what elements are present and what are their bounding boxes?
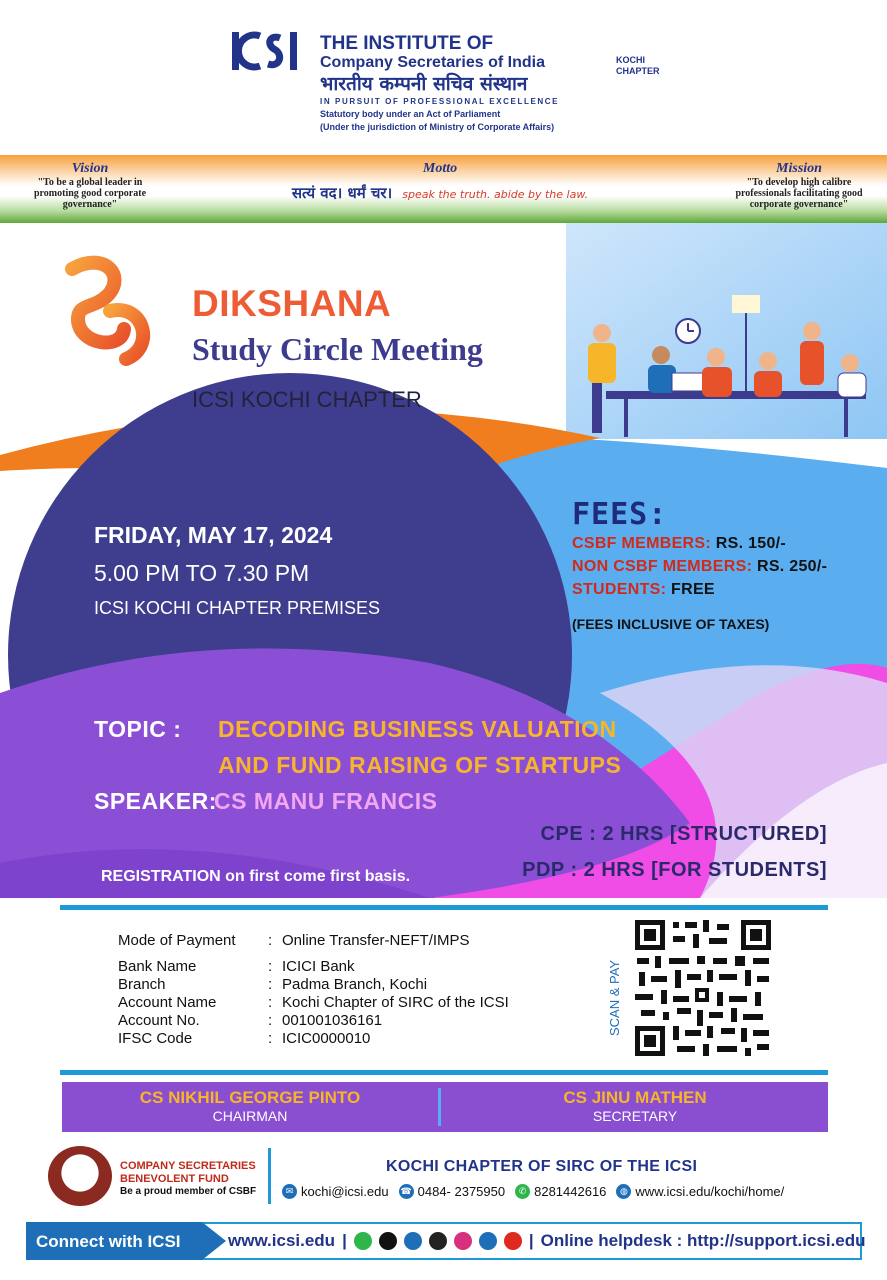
officer-role: CHAIRMAN <box>212 1108 288 1124</box>
cpe-hours: CPE : 2 HRS [STRUCTURED] <box>540 823 827 845</box>
whatsapp-icon: ✆ <box>515 1184 530 1199</box>
payment-row <box>118 1012 509 1030</box>
phone-text: 0484- 2375950 <box>417 1184 506 1199</box>
header <box>0 0 887 155</box>
payment-separator: : <box>268 958 273 975</box>
connect-label: Connect with ICSI <box>36 1232 181 1251</box>
jurisdiction-text: (Under the jurisdiction of Ministry of Corporate Affairs) <box>320 122 555 132</box>
institute-name-hindi: भारतीय कम्पनी सचिव संस्थान <box>320 73 528 95</box>
fees-value: RS. 150/- <box>715 535 787 552</box>
vision-block <box>28 161 152 210</box>
payment-key: Bank Name <box>118 958 197 975</box>
pdp-hours: PDP : 2 HRS [FOR STUDENTS] <box>522 859 827 881</box>
payment-separator: : <box>268 994 273 1011</box>
institute-tagline: IN PURSUIT OF PROFESSIONAL EXCELLENCE <box>320 97 560 106</box>
contact-row <box>282 1184 784 1199</box>
icsi-logo <box>232 30 298 72</box>
payment-row <box>118 1030 509 1048</box>
scan-and-pay-text: SCAN & PAY <box>607 959 622 1036</box>
dikshana-logo <box>64 255 156 367</box>
scan-and-pay-label <box>604 940 624 1040</box>
csbf-logo <box>48 1146 112 1206</box>
csbf-block <box>120 1160 256 1197</box>
event-hero <box>0 223 887 898</box>
motto-label: Motto <box>422 161 458 176</box>
officers-bar <box>62 1082 828 1132</box>
threads-icon[interactable] <box>429 1232 447 1250</box>
fees-label: NON CSBF MEMBERS: <box>572 558 753 575</box>
instagram-icon[interactable] <box>454 1232 472 1250</box>
payment-details <box>118 932 509 1048</box>
payment-key: IFSC Code <box>118 1030 193 1047</box>
payment-separator: : <box>268 1030 273 1047</box>
connect-links <box>228 1231 866 1251</box>
speaker-name: CS MANU FRANCIS <box>214 788 438 814</box>
vision-label: Vision <box>71 161 109 176</box>
whatsapp-text: 8281442616 <box>534 1184 607 1199</box>
globe-icon: ◍ <box>616 1184 631 1199</box>
statutory-text: Statutory body under an Act of Parliament <box>320 109 501 119</box>
website-contact[interactable] <box>616 1184 784 1199</box>
fees-label: CSBF MEMBERS: <box>572 535 712 552</box>
vision-motto-mission-strip <box>0 155 887 223</box>
payment-key: Account No. <box>118 1012 200 1029</box>
separator: | <box>528 1231 534 1250</box>
whatsapp-contact[interactable] <box>515 1184 606 1199</box>
fees-row <box>572 555 872 578</box>
payment-value: ICIC0000010 <box>282 1030 371 1047</box>
whatsapp-social-icon[interactable] <box>354 1232 372 1250</box>
officer-secretary <box>442 1088 828 1124</box>
payment-value: Online Transfer-NEFT/IMPS <box>282 932 470 949</box>
separator: | <box>342 1231 347 1250</box>
mission-text: "To develop high calibre professionals facilitating good corporate governance" <box>735 177 863 210</box>
institute-name-line1: THE INSTITUTE OF <box>320 33 494 54</box>
topic-label: TOPIC : <box>94 716 182 742</box>
email-icon: ✉ <box>282 1184 297 1199</box>
payment-row <box>118 976 509 994</box>
helpdesk-link[interactable]: Online helpdesk : http://support.icsi.edu <box>540 1231 866 1250</box>
fees-row <box>572 578 872 601</box>
chapter-label-line2: CHAPTER <box>616 66 660 76</box>
event-brand: DIKSHANA <box>192 283 392 324</box>
icsi-site-link[interactable]: www.icsi.edu <box>228 1231 336 1250</box>
csbf-line2: BENEVOLENT FUND <box>120 1173 229 1185</box>
website-text: www.icsi.edu/kochi/home/ <box>635 1184 785 1199</box>
payment-key: Mode of Payment <box>118 932 236 949</box>
payment-key: Account Name <box>118 994 217 1011</box>
mission-block <box>726 161 872 210</box>
chapter-label <box>616 55 660 77</box>
officers-divider <box>438 1088 441 1126</box>
contacts-divider <box>268 1148 271 1204</box>
chapter-label-line1: KOCHI <box>616 55 645 65</box>
event-time: 5.00 PM TO 7.30 PM <box>94 560 310 586</box>
phone-contact[interactable] <box>399 1184 505 1199</box>
youtube-icon[interactable] <box>504 1232 522 1250</box>
payment-separator: : <box>268 1012 273 1029</box>
topic-line1: DECODING BUSINESS VALUATION <box>218 716 617 742</box>
divider-bottom <box>60 1070 828 1075</box>
motto-block <box>250 161 630 203</box>
mission-label: Mission <box>776 161 822 176</box>
event-title: Study Circle Meeting <box>192 331 483 367</box>
speaker-label: SPEAKER: <box>94 788 217 814</box>
payment-value: Padma Branch, Kochi <box>282 976 428 993</box>
payment-row <box>118 958 509 976</box>
institute-name-line2: Company Secretaries of India <box>320 54 545 71</box>
fees-block <box>572 497 872 632</box>
fees-label: STUDENTS: <box>572 581 667 598</box>
csbf-line3: Be a proud member of CSBF <box>120 1186 257 1197</box>
chapter-heading: KOCHI CHAPTER OF SIRC OF THE ICSI <box>386 1158 698 1175</box>
fees-heading: FEES: <box>572 497 668 532</box>
csbf-line1: COMPANY SECRETARIES <box>120 1160 256 1172</box>
email-contact[interactable] <box>282 1184 389 1199</box>
x-social-icon[interactable] <box>379 1232 397 1250</box>
divider-top <box>60 905 828 910</box>
registration-note: REGISTRATION on first come first basis. <box>101 868 411 885</box>
qr-code[interactable] <box>633 918 773 1058</box>
motto-hindi: सत्यं वद। धर्मं चर। <box>291 184 393 202</box>
officer-chairman <box>62 1088 438 1124</box>
payment-separator: : <box>268 932 273 949</box>
payment-row <box>118 932 509 950</box>
payment-value: 001001036161 <box>282 1012 383 1029</box>
office-illustration <box>566 223 887 439</box>
payment-value: Kochi Chapter of SIRC of the ICSI <box>282 994 509 1011</box>
fees-row <box>572 532 872 555</box>
officer-name: CS JINU MATHEN <box>563 1088 707 1107</box>
event-organizer: ICSI KOCHI CHAPTER <box>192 387 422 412</box>
motto-english: speak the truth. abide by the law. <box>402 188 589 201</box>
payment-value: ICICI Bank <box>282 958 355 975</box>
event-venue: ICSI KOCHI CHAPTER PREMISES <box>94 598 381 618</box>
fees-note: (FEES INCLUSIVE OF TAXES) <box>572 616 770 632</box>
officer-role: SECRETARY <box>592 1108 678 1124</box>
linkedin-icon[interactable] <box>479 1232 497 1250</box>
fees-value: RS. 250/- <box>756 558 828 575</box>
phone-icon: ☎ <box>399 1184 414 1199</box>
fees-value: FREE <box>671 581 715 598</box>
institute-name-block <box>320 34 620 134</box>
vision-text: "To be a global leader in promoting good corporate governance" <box>33 177 147 210</box>
payment-key: Branch <box>118 976 166 993</box>
officer-name: CS NIKHIL GEORGE PINTO <box>139 1088 361 1107</box>
payment-separator: : <box>268 976 273 993</box>
email-text: kochi@icsi.edu <box>301 1184 389 1199</box>
topic-line2: AND FUND RAISING OF STARTUPS <box>218 752 622 778</box>
facebook-icon[interactable] <box>404 1232 422 1250</box>
event-date: FRIDAY, MAY 17, 2024 <box>94 522 333 548</box>
payment-row <box>118 994 509 1012</box>
